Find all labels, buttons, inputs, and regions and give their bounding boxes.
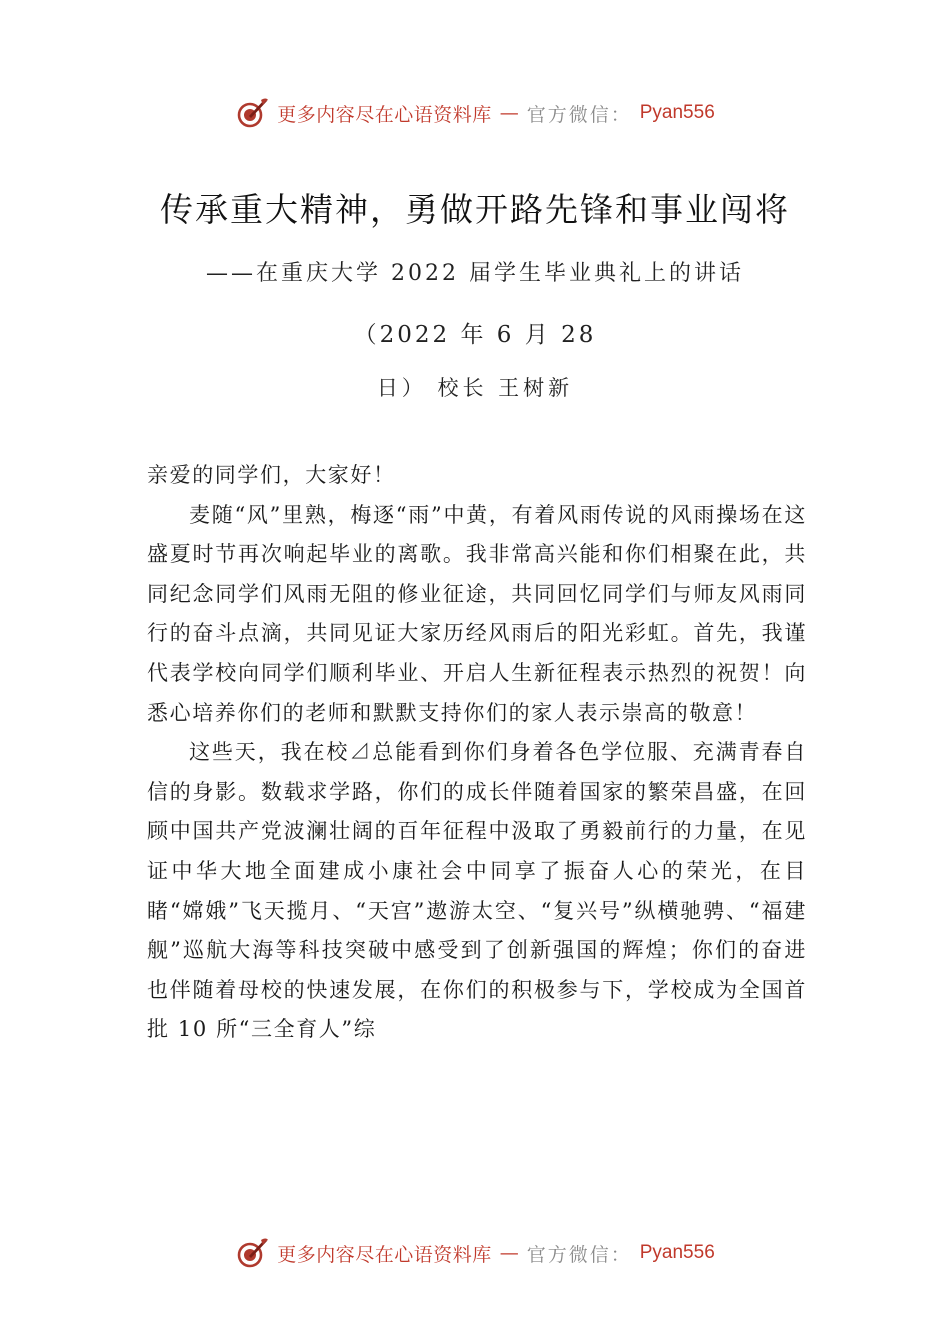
body-paragraph: 麦随“风”里熟，梅逐“雨”中黄，有着风雨传说的风雨操场在这盛夏时节再次响起毕业的离歌。我非常高兴能和你们相聚在此，共同纪念同学们风雨无阻的修业征途，共同回忆同学们与师友风雨同行的奋斗点滴，共同见证大家历经风雨后的阳光彩虹。首先，我谨代表学校向同学们顺利毕业、开启人生新征程表示热烈的祝贺！向悉心培养你们的老师和默默支持你们的家人表示崇高的敬意！ bbox=[147, 502, 807, 725]
banner-wechat-id: Pyan556 bbox=[639, 102, 715, 123]
document-subtitle: ——在重庆大学 2022 届学生毕业典礼上的讲话 bbox=[206, 261, 744, 286]
document-title: 传承重大精神，勇做开路先锋和事业闯将 bbox=[160, 190, 790, 229]
banner-wechat-id: Pyan556 bbox=[639, 1242, 715, 1263]
greeting-paragraph: 亲爱的同学们，大家好！ bbox=[147, 463, 396, 487]
date-line: （2022 年 6 月 28 bbox=[353, 322, 597, 348]
author-line: 日） 校长 王树新 bbox=[376, 376, 574, 400]
banner-text: 更多内容尽在心语资料库 bbox=[277, 103, 492, 126]
banner-sub: 官方微信： bbox=[526, 1243, 632, 1266]
quill-pen-seal-icon bbox=[235, 1236, 269, 1270]
quill-pen-seal-icon bbox=[235, 96, 269, 130]
banner-sub: 官方微信： bbox=[526, 103, 632, 126]
banner-separator: — bbox=[499, 1242, 519, 1264]
banner-separator: — bbox=[499, 102, 519, 124]
header-watermark-banner bbox=[0, 96, 950, 130]
speech-body bbox=[147, 456, 807, 1050]
banner-text: 更多内容尽在心语资料库 bbox=[277, 1243, 492, 1266]
footer-watermark-banner bbox=[0, 1236, 950, 1270]
body-paragraph: 这些天，我在校⊿总能看到你们身着各色学位服、充满青春自信的身影。数载求学路，你们的成长伴随着国家的繁荣昌盛，在回顾中国共产党波澜壮阔的百年征程中汲取了勇毅前行的力量，在见证中华大地全面建成小康社会中同享了振奋人心的荣光，在目睹“嫦娥”飞天揽月、“天宫”遨游太空、“复兴号”纵横驰骋、“福建舰”巡航大海等科技突破中感受到了创新强国的辉煌；你们的奋进也伴随着母校的快速发展，在你们的积极参与下，学校成为全国首批 10 所“三全育人”综 bbox=[147, 740, 807, 1042]
